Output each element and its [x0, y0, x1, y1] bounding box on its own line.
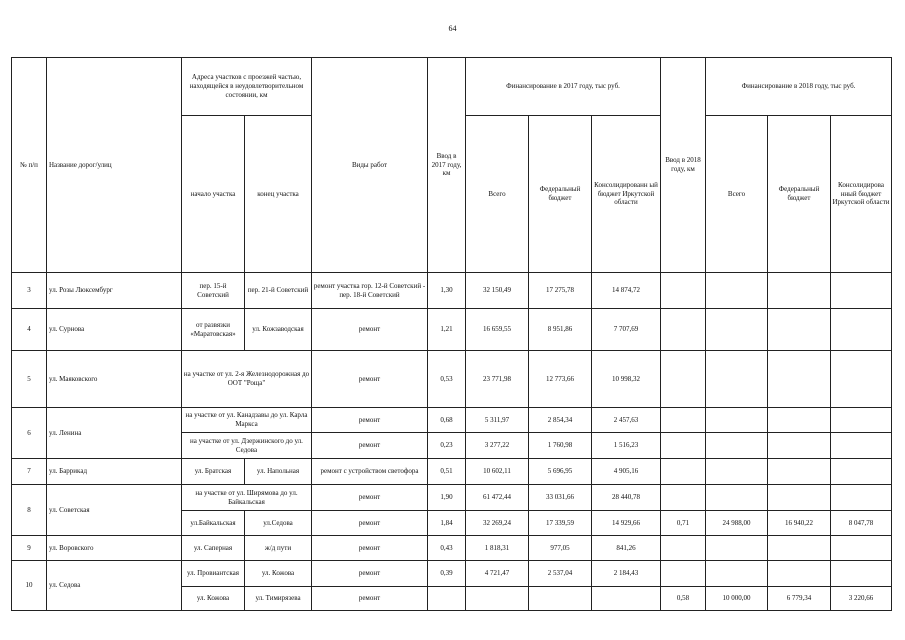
work-type: ремонт участка гор. 12-й Советский - пер. 18-й Советский [312, 273, 428, 309]
header-works: Виды работ [312, 58, 428, 273]
page-number: 64 [448, 24, 457, 33]
table-row [12, 536, 892, 561]
consolidated-2018 [831, 561, 892, 587]
header-addresses: Адреса участков с проезжей частью, находящейся в неудовлетворительном состоянии, км [182, 58, 312, 116]
total-2018 [706, 309, 768, 351]
table-row [12, 485, 892, 511]
federal-2017: 2 854,34 [529, 408, 592, 433]
row-number: 6 [12, 408, 47, 459]
section-start: ул. Кожова [182, 587, 245, 611]
header-input-2018: Ввод в 2018 году, км [661, 58, 706, 273]
work-type: ремонт [312, 485, 428, 511]
input-2017: 1,90 [428, 485, 466, 511]
total-2017: 1 818,31 [466, 536, 529, 561]
input-2018 [661, 561, 706, 587]
work-type: ремонт [312, 511, 428, 536]
road-name: ул. Седова [47, 561, 182, 611]
header-no: № п/п [12, 58, 47, 273]
total-2018 [706, 485, 768, 511]
input-2018 [661, 459, 706, 485]
table-row [12, 351, 892, 408]
road-name: ул. Ленина [47, 408, 182, 459]
work-type: ремонт с устройством светофора [312, 459, 428, 485]
consolidated-2018 [831, 273, 892, 309]
input-2017: 1,30 [428, 273, 466, 309]
section-start: ул. Саперная [182, 536, 245, 561]
header-total-2017: Всего [466, 116, 529, 273]
total-2017: 16 659,55 [466, 309, 529, 351]
section-end: ул. Кожова [245, 561, 312, 587]
federal-2018: 6 779,34 [768, 587, 831, 611]
input-2018 [661, 485, 706, 511]
total-2017: 23 771,98 [466, 351, 529, 408]
input-2017: 1,84 [428, 511, 466, 536]
input-2017: 0,51 [428, 459, 466, 485]
consolidated-2018 [831, 351, 892, 408]
table-row [12, 309, 892, 351]
total-2018 [706, 536, 768, 561]
header-financing-2017: Финансирование в 2017 году, тыс руб. [466, 58, 661, 116]
total-2018 [706, 351, 768, 408]
input-2018: 0,58 [661, 587, 706, 611]
section-end: ул. Кожзаводская [245, 309, 312, 351]
header-road: Название дорог/улиц [47, 58, 182, 273]
federal-2017: 17 275,78 [529, 273, 592, 309]
federal-2017: 1 760,98 [529, 433, 592, 459]
section-description: на участке от ул. 2-я Железнодорожная до ООТ "Роща" [182, 351, 312, 408]
consolidated-2017: 2 457,63 [592, 408, 661, 433]
header-federal-2017: Федеральный бюджет [529, 116, 592, 273]
row-number: 10 [12, 561, 47, 611]
road-name: ул. Советская [47, 485, 182, 536]
section-start: ул.Байкальская [182, 511, 245, 536]
consolidated-2017: 4 905,16 [592, 459, 661, 485]
consolidated-2017: 14 874,72 [592, 273, 661, 309]
input-2018 [661, 433, 706, 459]
work-type: ремонт [312, 433, 428, 459]
input-2017: 0,23 [428, 433, 466, 459]
consolidated-2018 [831, 459, 892, 485]
federal-2017 [529, 587, 592, 611]
section-start: ул. Провиантская [182, 561, 245, 587]
section-end: ул. Тимирязева [245, 587, 312, 611]
total-2018 [706, 433, 768, 459]
consolidated-2017 [592, 587, 661, 611]
consolidated-2018 [831, 408, 892, 433]
consolidated-2017: 28 440,78 [592, 485, 661, 511]
federal-2018 [768, 433, 831, 459]
consolidated-2018 [831, 433, 892, 459]
input-2017 [428, 587, 466, 611]
input-2018: 0,71 [661, 511, 706, 536]
total-2018 [706, 408, 768, 433]
input-2018 [661, 536, 706, 561]
consolidated-2017: 10 998,32 [592, 351, 661, 408]
work-type: ремонт [312, 309, 428, 351]
header-end: конец участка [245, 116, 312, 273]
total-2017: 5 311,97 [466, 408, 529, 433]
federal-2017: 8 951,86 [529, 309, 592, 351]
federal-2018 [768, 536, 831, 561]
road-name: ул. Маяковского [47, 351, 182, 408]
input-2017: 0,68 [428, 408, 466, 433]
input-2018 [661, 351, 706, 408]
total-2018: 10 000,00 [706, 587, 768, 611]
work-type: ремонт [312, 587, 428, 611]
input-2017: 0,53 [428, 351, 466, 408]
total-2017: 4 721,47 [466, 561, 529, 587]
federal-2018 [768, 459, 831, 485]
federal-2018: 16 940,22 [768, 511, 831, 536]
federal-2018 [768, 485, 831, 511]
total-2017: 32 150,49 [466, 273, 529, 309]
total-2017: 61 472,44 [466, 485, 529, 511]
road-repair-table [11, 57, 892, 611]
section-description: на участке от ул. Дзержинского до ул. Седова [182, 433, 312, 459]
section-end: ж/д пути [245, 536, 312, 561]
federal-2017: 977,05 [529, 536, 592, 561]
federal-2018 [768, 273, 831, 309]
row-number: 3 [12, 273, 47, 309]
consolidated-2017: 841,26 [592, 536, 661, 561]
work-type: ремонт [312, 561, 428, 587]
federal-2017: 12 773,66 [529, 351, 592, 408]
consolidated-2017: 2 184,43 [592, 561, 661, 587]
total-2017: 10 602,11 [466, 459, 529, 485]
consolidated-2018 [831, 309, 892, 351]
federal-2017: 5 696,95 [529, 459, 592, 485]
input-2018 [661, 309, 706, 351]
header-consolidated-2018: Консолидирова нный бюджет Иркутской области [831, 116, 892, 273]
section-description: на участке от ул. Ширямова до ул. Байкальская [182, 485, 312, 511]
table-row [12, 459, 892, 485]
total-2017: 32 269,24 [466, 511, 529, 536]
total-2018 [706, 273, 768, 309]
federal-2017: 17 339,59 [529, 511, 592, 536]
table-row [12, 273, 892, 309]
header-total-2018: Всего [706, 116, 768, 273]
table-row [12, 561, 892, 587]
consolidated-2017: 1 516,23 [592, 433, 661, 459]
total-2018 [706, 561, 768, 587]
federal-2017: 33 031,66 [529, 485, 592, 511]
federal-2018 [768, 408, 831, 433]
consolidated-2018: 8 047,78 [831, 511, 892, 536]
section-end: пер. 21-й Советский [245, 273, 312, 309]
federal-2018 [768, 561, 831, 587]
total-2017: 3 277,22 [466, 433, 529, 459]
header-financing-2018: Финансирование в 2018 году, тыс руб. [706, 58, 892, 116]
row-number: 9 [12, 536, 47, 561]
section-start: от развязки «Маратовская» [182, 309, 245, 351]
federal-2017: 2 537,04 [529, 561, 592, 587]
work-type: ремонт [312, 408, 428, 433]
header-consolidated-2017: Консолидированн ый бюджет Иркутской области [592, 116, 661, 273]
input-2018 [661, 408, 706, 433]
header-federal-2018: Федеральный бюджет [768, 116, 831, 273]
work-type: ремонт [312, 351, 428, 408]
consolidated-2018: 3 220,66 [831, 587, 892, 611]
federal-2018 [768, 351, 831, 408]
federal-2018 [768, 309, 831, 351]
input-2017: 0,43 [428, 536, 466, 561]
road-name: ул. Розы Люксембург [47, 273, 182, 309]
row-number: 4 [12, 309, 47, 351]
header-input-2017: Ввод в 2017 году, км [428, 58, 466, 273]
header-start: начало участка [182, 116, 245, 273]
input-2018 [661, 273, 706, 309]
section-start: ул. Братская [182, 459, 245, 485]
section-start: пер. 15-й Советский [182, 273, 245, 309]
section-description: на участке от ул. Канадзавы до ул. Карла Маркса [182, 408, 312, 433]
row-number: 8 [12, 485, 47, 536]
row-number: 7 [12, 459, 47, 485]
section-end: ул.Седова [245, 511, 312, 536]
consolidated-2018 [831, 536, 892, 561]
road-name: ул. Сурнова [47, 309, 182, 351]
work-type: ремонт [312, 536, 428, 561]
total-2017 [466, 587, 529, 611]
total-2018: 24 988,00 [706, 511, 768, 536]
consolidated-2018 [831, 485, 892, 511]
road-name: ул. Баррикад [47, 459, 182, 485]
input-2017: 0,39 [428, 561, 466, 587]
total-2018 [706, 459, 768, 485]
table-row [12, 408, 892, 433]
consolidated-2017: 14 929,66 [592, 511, 661, 536]
input-2017: 1,21 [428, 309, 466, 351]
section-end: ул. Напольная [245, 459, 312, 485]
road-name: ул. Воровского [47, 536, 182, 561]
row-number: 5 [12, 351, 47, 408]
consolidated-2017: 7 707,69 [592, 309, 661, 351]
